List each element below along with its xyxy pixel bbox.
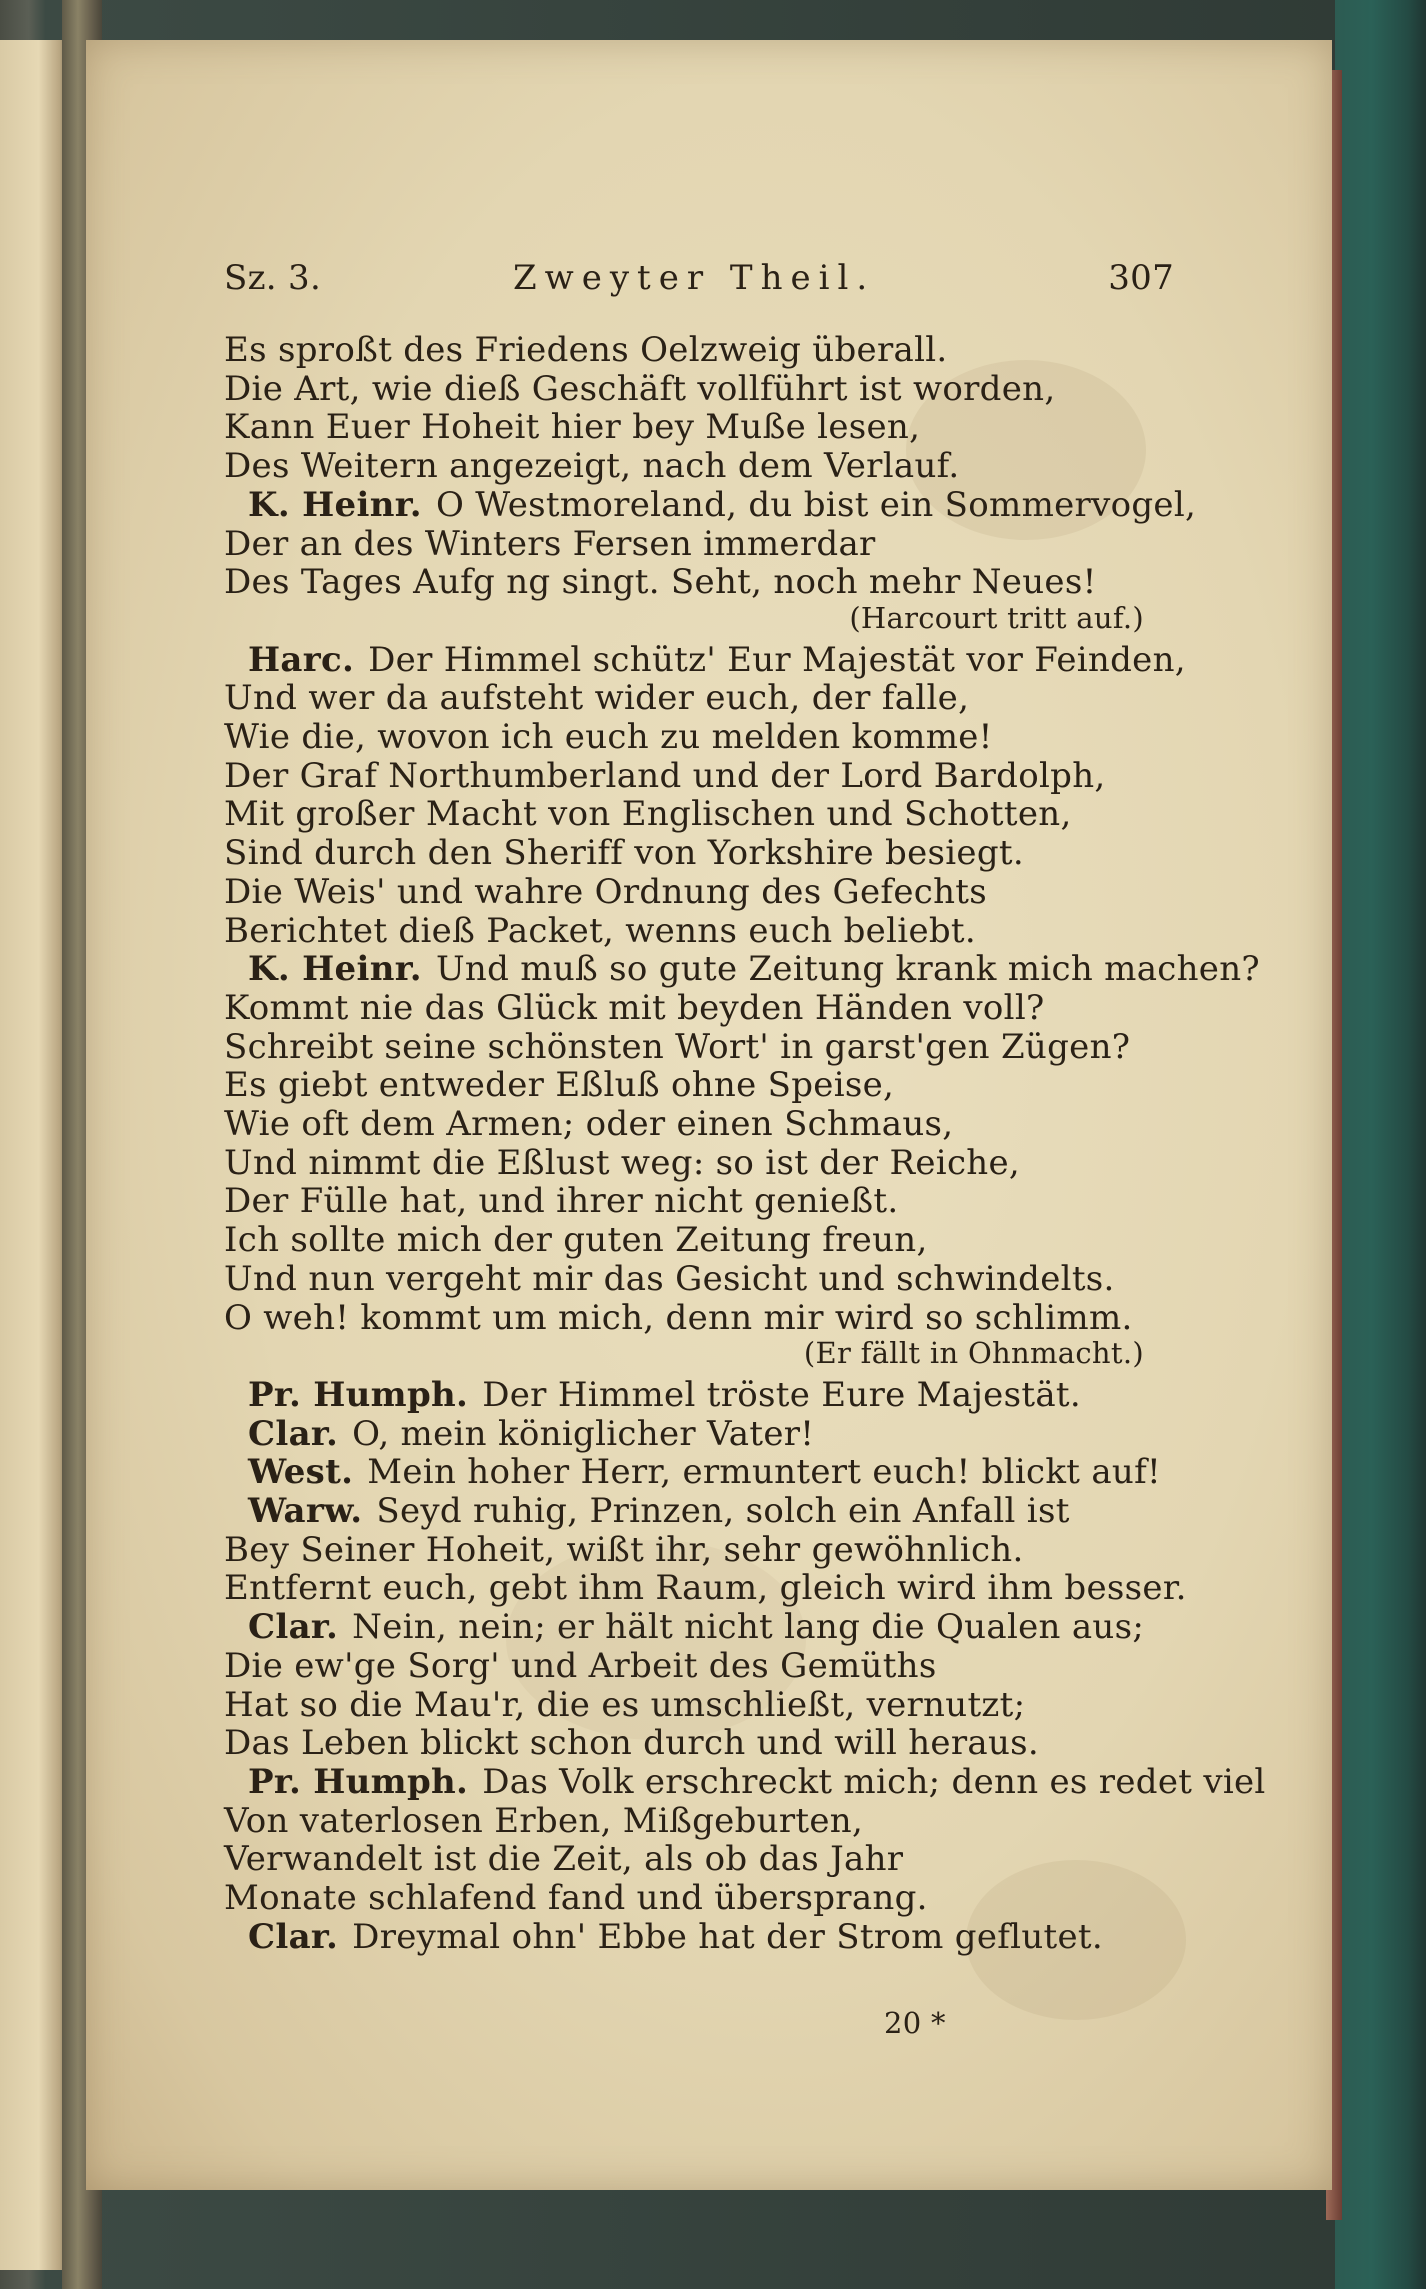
verse-line [224,678,969,718]
signature-mark: Sz. 3. [224,258,322,298]
verse-text: Der Graf Northumberland und der Lord Bardolph, [224,755,1106,796]
stage-direction [804,1336,1144,1370]
verse-text: Kommt nie das Glück mit beyden Händen voll? [224,987,1045,1028]
verse-text: Der Himmel tröste Eure Majestät. [482,1374,1081,1415]
verse-text: Sind durch den Sheriff von Yorkshire besiegt. [224,833,1024,874]
verse-line [248,485,1196,525]
verse-text: O Westmoreland, du bist ein Sommervogel, [435,484,1197,525]
verse-text: Schreibt seine schönsten Wort' in garst'gen Zügen? [224,1026,1131,1067]
verse-text: Wie oft dem Armen; oder einen Schmaus, [224,1104,954,1144]
verse-line [224,1839,903,1879]
verse-line [224,524,876,564]
verse-text: Der Fülle hat, und ihrer nicht genießt. [224,1181,899,1222]
verse-line [248,1762,1266,1802]
verse-line [224,1104,953,1144]
verse-line [224,872,987,912]
verse-text: Wie die, wovon ich euch zu melden komme! [224,717,993,757]
verse-line [224,562,1097,602]
verse-line [248,949,1260,989]
footer [884,2006,1084,2046]
speaker-name: Clar. [248,1413,339,1454]
verse-text: Kann Euer Hoheit hier bey Muße lesen, [224,407,921,448]
verse-text: Nein, nein; er hält nicht lang die Qualen aus; [352,1607,1145,1648]
verse-line [224,1723,1039,1763]
verse-text: Und wer da aufsteht wider euch, der falle, [224,678,970,719]
stage-direction-text: (Er fällt in Ohnmacht.) [803,1336,1144,1371]
verse-text: Des Tages Aufg ng singt. Seht, noch mehr Neues! [224,562,1097,603]
verse-line [224,1027,1130,1067]
section-title: Zweyter Theil. [513,258,876,298]
verse-text: Des Weitern angezeigt, nach dem Verlauf. [224,446,960,487]
verse-line [224,1530,1024,1570]
verse-text: Mein hoher Herr, ermuntert euch! blickt auf! [367,1452,1161,1493]
verse-line [248,1414,814,1454]
verse-line [224,1259,1115,1299]
verse-text: Mit großer Macht von Englischen und Schotten, [224,794,1072,835]
verse-text: Dreymal ohn' Ebbe hat der Strom geflutet. [352,1916,1103,1957]
verse-line [248,1491,1070,1531]
verse-line [248,640,1186,680]
verse-line [224,717,993,757]
speaker-name: Pr. Humph. [248,1761,469,1802]
running-header [224,258,1174,308]
verse-text: Der Himmel schütz' Eur Majestät vor Feinden, [368,639,1186,680]
speaker-name: Warw. [248,1491,363,1531]
speaker-name: West. [248,1452,354,1493]
verse-line [224,1298,1133,1338]
verse-line [224,330,948,370]
verse-text: Verwandelt ist die Zeit, als ob das Jahr [224,1839,904,1880]
verse-line [224,1801,863,1841]
stage-direction [849,601,1144,635]
speaker-name: K. Heinr. [248,484,422,525]
speaker-name: Clar. [248,1607,339,1648]
stage-direction-text: (Harcourt tritt auf.) [849,600,1144,635]
verse-line [224,446,959,486]
verse-text: Seyd ruhig, Prinzen, solch ein Anfall ist [376,1491,1070,1531]
page-number: 307 [1108,258,1174,298]
left-page-edge [0,40,70,2270]
verse-line [248,1607,1144,1647]
cover-board [1335,0,1426,2289]
verse-text: Entfernt euch, gebt ihm Raum, gleich wird ihm besser. [224,1568,1187,1609]
verse-text: O weh! kommt um mich, denn mir wird so schlimm. [224,1297,1133,1338]
verse-text: Und nimmt die Eßlust weg: so ist der Reiche, [224,1142,1021,1183]
verse-text: Der an des Winters Fersen immerdar [224,523,876,564]
verse-line [248,1452,1161,1492]
verse-text: Die Weis' und wahre Ordnung des Gefechts [224,871,987,912]
verse-line [224,1143,1020,1183]
speaker-name: K. Heinr. [248,949,422,990]
verse-line [248,1917,1103,1957]
speaker-name: Clar. [248,1916,339,1957]
verse-line [224,833,1024,873]
verse-line [224,911,976,951]
verse-line [224,756,1106,796]
verse-text: Und nun vergeht mir das Gesicht und schwindelts. [224,1258,1115,1299]
verse-text: Und muß so gute Zeitung krank mich machen? [435,949,1260,990]
verse-text: Es sproßt des Friedens Oelzweig überall. [224,330,948,370]
verse-line [224,1878,928,1918]
verse-text: Berichtet dieß Packet, wenns euch beliebt. [224,910,976,951]
verse-line [248,1375,1081,1415]
verse-text: Von vaterlosen Erben, Mißgeburten, [224,1800,864,1841]
verse-text: Die ew'ge Sorg' und Arbeit des Gemüths [224,1645,937,1686]
speaker-name: Pr. Humph. [248,1374,469,1415]
verse-line [224,407,920,447]
verse-text: Hat so die Mau'r, die es umschließt, vernutzt; [224,1684,1026,1725]
verse-line [224,1685,1025,1725]
verse-text: Das Volk erschreckt mich; denn es redet viel [482,1761,1266,1802]
verse-text: Die Art, wie dieß Geschäft vollführt ist worden, [224,368,1056,409]
verse-text: Ich sollte mich der guten Zeitung freun, [224,1220,928,1261]
speaker-name: Harc. [248,639,355,680]
verse-line [224,1181,898,1221]
printer-signature-mark: 20 * [884,2006,946,2040]
verse-line [224,1065,894,1105]
text-block [224,330,1266,2130]
verse-text: Bey Seiner Hoheit, wißt ihr, sehr gewöhnlich. [224,1529,1024,1570]
verse-line [224,1220,928,1260]
verse-text: Es giebt entweder Eßluß ohne Speise, [224,1065,895,1106]
verse-line [224,794,1072,834]
verse-text: Das Leben blickt schon durch und will heraus. [224,1723,1040,1764]
verse-line [224,1646,937,1686]
verse-line [224,369,1055,409]
verse-line [224,988,1045,1028]
verse-text: O, mein königlicher Vater! [352,1413,815,1454]
verse-text: Monate schlafend fand und übersprang. [224,1878,928,1918]
verse-line [224,1568,1187,1608]
